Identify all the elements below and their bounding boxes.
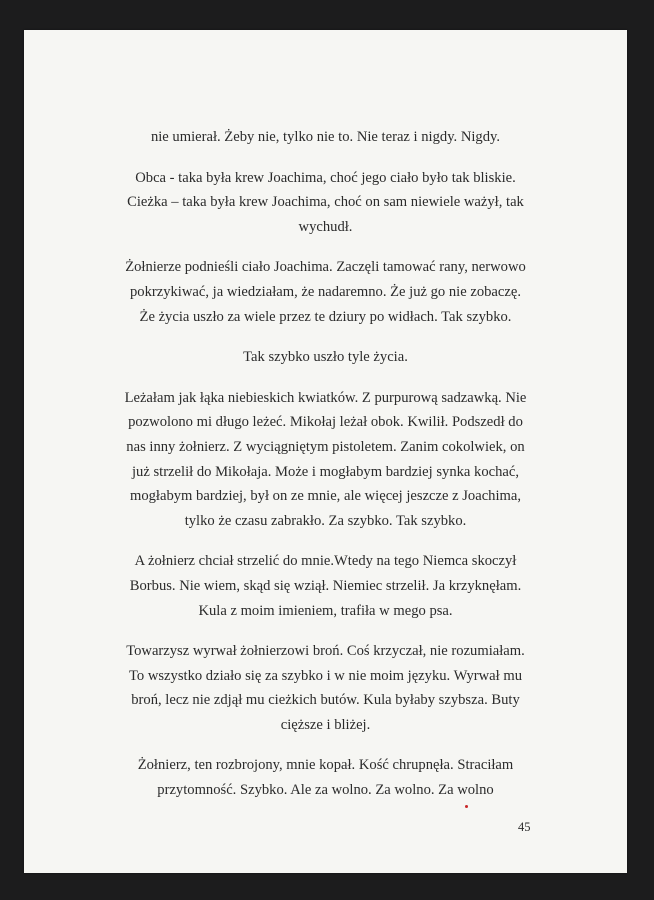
paragraph: [116, 639, 536, 737]
text-line: już strzelił do Mikołaja. Może i mogłabym bardziej synka kochać,: [131, 463, 520, 480]
page-text: [24, 125, 627, 819]
paragraph: [116, 166, 536, 240]
page-number: 45: [518, 820, 531, 834]
text-line: Żołnierze podnieśli ciało Joachima. Zaczęli tamować rany, nerwowo: [125, 259, 526, 276]
text-line: Leżałam jak łąka niebieskich kwiatków. Z purpurową sadzawką. Nie: [124, 389, 527, 406]
text-line: Że życia uszło za wiele przez te dziury po widłach. Tak szybko.: [139, 308, 512, 325]
text-line: Borbus. Nie wiem, skąd się wziął. Niemiec strzelił. Ja krzyknęłam.: [129, 577, 522, 594]
text-line: broń, lecz nie zdjął mu cieżkich butów. Kula byłaby szybsza. Buty: [131, 692, 520, 709]
text-line: przytomność. Szybko. Ale za wolno. Za wolno. Za wolno: [157, 782, 494, 799]
book-page: [24, 30, 627, 873]
text-line: pokrzykiwać, ja wiedziałam, że nadaremno. Że już go nie zobaczę.: [129, 283, 521, 300]
text-line: A żołnierz chciał strzelić do mnie.Wtedy na tego Niemca skoczył: [134, 553, 517, 570]
paragraph: [116, 125, 536, 150]
text-line: wychudł.: [298, 218, 353, 235]
text-line: tylko że czasu zabrakło. Za szybko. Tak szybko.: [184, 512, 467, 529]
text-line: Kula z moim imieniem, trafiła w mego psa.: [198, 602, 453, 619]
text-line: cięższe i bliżej.: [280, 716, 371, 733]
text-line: Żołnierz, ten rozbrojony, mnie kopał. Kość chrupnęła. Straciłam: [137, 757, 514, 774]
text-line: mogłabym bardziej, był on ze mnie, ale więcej jeszcze z Joachima,: [129, 488, 522, 505]
text-line: To wszystko działo się za szybko i w nie moim języku. Wyrwał mu: [129, 667, 522, 684]
text-line: Tak szybko uszło tyle życia.: [243, 349, 408, 366]
text-line: Cieżka – taka była krew Joachima, choć on sam niewiele ważył, tak: [127, 194, 524, 211]
paragraph: [116, 255, 536, 329]
paragraph: [116, 753, 536, 802]
text-line: Obca - taka była krew Joachima, choć jego ciało było tak bliskie.: [135, 169, 516, 186]
paragraph: [116, 345, 536, 370]
text-line: pozwolono mi długo leżeć. Mikołaj leżał obok. Kwilił. Podszedł do: [128, 414, 523, 431]
text-line: nas inny żołnierz. Z wyciągniętym pistoletem. Zanim cokolwiek, on: [126, 438, 525, 455]
text-line: nie umierał. Żeby nie, tylko nie to. Nie teraz i nigdy. Nigdy.: [150, 129, 501, 145]
paragraph: [116, 386, 536, 534]
paragraph: [116, 549, 536, 623]
ink-speck: [465, 805, 468, 808]
text-line: Towarzysz wyrwał żołnierzowi broń. Coś krzyczał, nie rozumiałam.: [126, 643, 525, 660]
